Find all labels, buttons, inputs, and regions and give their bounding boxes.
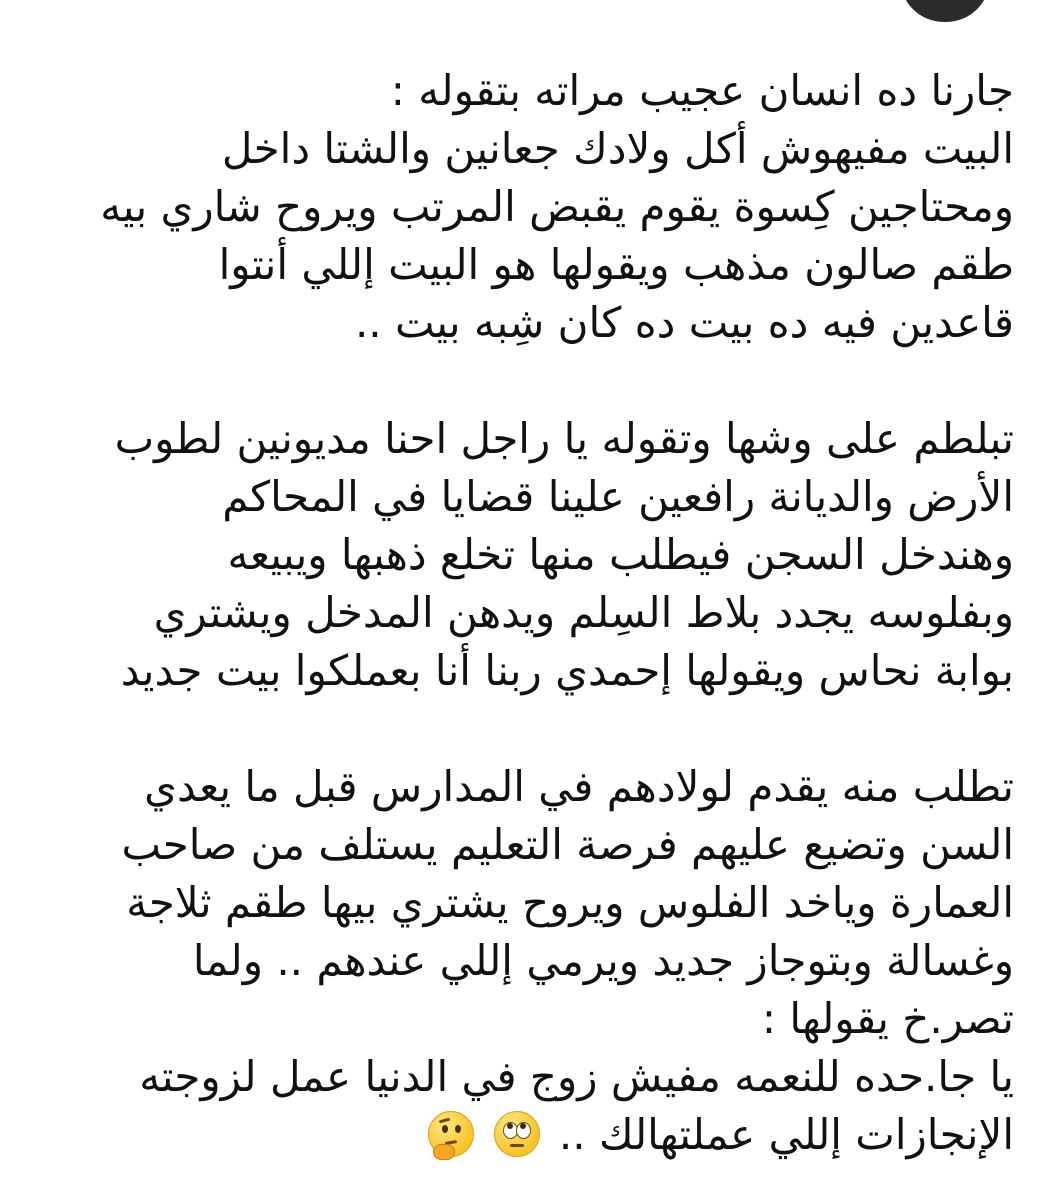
post-line: تصر.خ يقولها : (761, 994, 1014, 1043)
post-line: قاعدين فيه ده بيت ده كان شِبه بيت .. (354, 298, 1014, 347)
post-line: طقم صالون مذهب ويقولها هو البيت إللي أنتوا (218, 240, 1014, 289)
post-line: الأرض والديانة رافعين علينا قضايا في المحاكم (222, 472, 1014, 521)
post-line: تطلب منه يقدم لولادهم في المدارس قبل ما يعدي (144, 762, 1014, 811)
post-line: السن وتضيع عليهم فرصة التعليم يستلف من صاحب (121, 820, 1014, 869)
paragraph-break (24, 352, 1014, 410)
post-line: تبلطم على وشها وتقوله يا راجل احنا مديونين لطوب (114, 414, 1014, 463)
post-line-text: الإنجازات إللي عملتهالك .. (558, 1110, 1014, 1159)
post-text (24, 62, 1014, 1164)
post-line: وهندخل السجن فيطلب منها تخلع ذهبها ويبيعه (227, 530, 1014, 579)
post-line: العمارة وياخد الفلوس ويروح يشتري بيها طقم ثلاجة (126, 878, 1014, 927)
paragraph-break (24, 700, 1014, 758)
post-line: وبفلوسه يجدد بلاط السِلم ويدهن المدخل ويشتري (153, 588, 1014, 637)
face-with-rolling-eyes-icon (494, 1111, 540, 1157)
post-line: بوابة نحاس ويقولها إحمدي ربنا أنا بعملكوا بيت جديد (120, 646, 1014, 695)
post-line: البيت مفيهوش أكل ولادك جعانين والشتا داخل (221, 124, 1014, 173)
post-line: جارنا ده انسان عجيب مراته بتقوله : (390, 66, 1014, 115)
thinking-face-icon (428, 1111, 474, 1157)
post-line: يا جا.حده للنعمه مفيش زوج في الدنيا عمل لزوجته (139, 1052, 1014, 1101)
post-line-last (24, 1106, 1014, 1164)
post-line: وغسالة وبتوجاز جديد ويرمي إللي عندهم .. ولما (192, 936, 1014, 985)
post-line: ومحتاجين كِسوة يقوم يقبض المرتب ويروح شاري بيه (100, 182, 1014, 231)
avatar[interactable] (900, 0, 990, 22)
